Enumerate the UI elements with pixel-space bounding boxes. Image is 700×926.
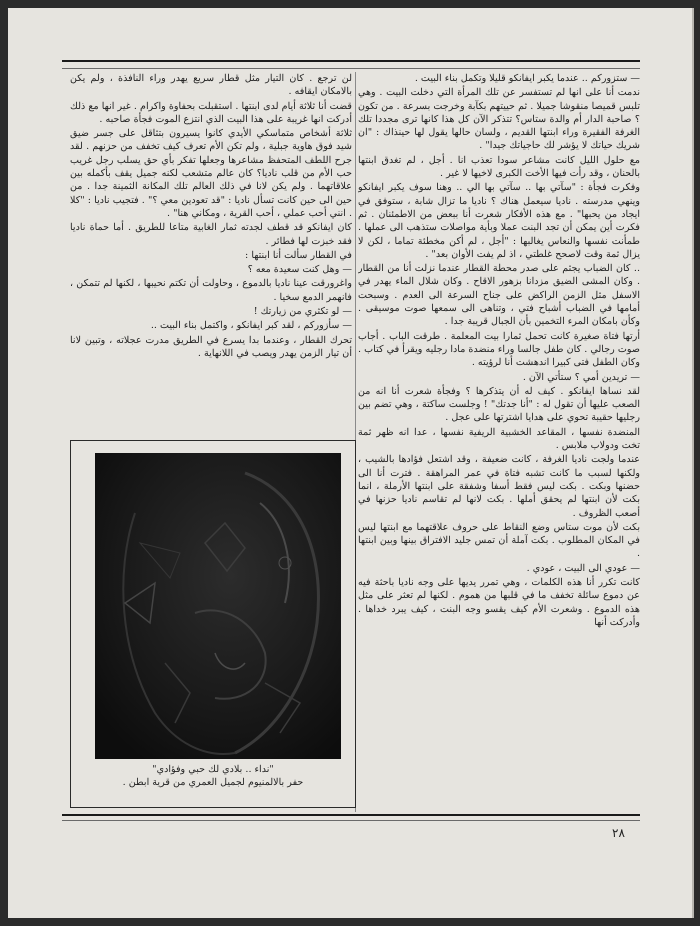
paragraph: ثلاثة أشخاص متماسكي الأيدي كانوا يسيرون بتثاقل على جسر ضيق شيد فوق هاوية جبلية ، ولم تكن الأم تعرف كيف تخفف من حزنهم . لقد جرح اللطف المتحفظ مشاعرها وجعلها تفكر بأي حق يسلب رجل غريب حب الأم من قلب ناديا؟ كان عالم متشعب لكنه جميل يقف بأكمله بين علاقاتهما . ولم يكن لانا في ذلك العالم تلك المكانة الثمينة جدا . من حين الى حين كانت تسأل ناديا : "قد تعودين معي ؟" . فتجيب ناديا : "كلا . انني أحب عملي ، أحب القرية ، ومكاني هنا" . (70, 128, 352, 219)
top-rule-thin (62, 68, 640, 69)
article-column-left (70, 72, 352, 444)
top-rule (62, 60, 640, 62)
paragraph: — وهل كنت سعيدة معه ؟ (247, 264, 352, 276)
paragraph: مع حلول الليل كانت مشاعر سودا تعذب انا . أجل ، لم تغدق ابنتها بالحنان ، وقد رأت فيها الأخت الكبرى لاخيها لا غير . (358, 154, 640, 180)
paragraph: وفكرت فجأة : "سآتي بها .. سآتي بها الي .. وهنا سوف يكبر ايفانكو وينهي مدرسته . ناديا سيعمل هناك ؟ ناديا ما تزال شابة ، ستوفق في ايجاد من يحبها" . مع هذه الأفكار شعرت أنا ببعض من الاطمئنان . ثم فكرت أين يمكن أن تجد البنت عملا وبأية مواصلات ستذهب الى عملها . طمأنت نفسها والنعاس يغالبها : "أجل ، لم أكن مخطئة تماما ، لكن لا يزال ثمة وقت لاصحح غلطتي ، اذ لم يفت الأوان بعد" . (358, 182, 640, 260)
paragraph: .. كان الضباب يجثم على صدر محطة القطار عندما نزلت أنا من القطار . وكان المشى الضيق مزدانا بزهور الاقاح . وكان شلال الماء يهدر في الاسفل مثل الزمن الراكض على جناح السرعة الى العدم . وسبحت أمامها في الضباب أشباح فتي ، وتناهى الى سمعها صوت موسيقى . وكأن بامكان المرء التخمين بأن الجبال قريبة جدا . (358, 263, 640, 328)
paragraph: كان ايفانكو قد قطف لجدته ثمار الغابية متاعا للطريق . أما حماة ناديا فقد خبزت لها فطائر . (70, 222, 352, 247)
caption-credit: حفر بالالمنيوم لجميل العمري من قرية ابطن . (122, 777, 304, 788)
paragraph: واغرورقت عينا ناديا بالدموع ، وحاولت أن تكتم نحيبها ، لكنها لم تتمكن ، فانهمر الدمع سخيا . (70, 278, 352, 303)
article-column-right (358, 72, 640, 812)
paragraph: قضت أنا ثلاثة أيام لدى ابنتها . استقبلت بحفاوة واكرام . غير انها مع ذلك أدركت انها غريبة على هذا البيت الذي انتزع الموت فجأة صاحبه . (70, 100, 352, 125)
article-text-right (358, 72, 640, 812)
magazine-page (8, 8, 694, 918)
paragraph: — سأزوركم ، لقد كبر ايفانكو ، واكتمل بناء البيت .. (150, 320, 352, 332)
bottom-rule (62, 814, 640, 816)
paragraph: لن ترجع . كان التيار مثل قطار سريع يهدر وراء النافذة ، ولم يكن بالامكان ايقافه . (70, 73, 352, 98)
caption-title: "نداء .. بلادي لك حبي وفؤادي" (152, 764, 274, 775)
paragraph: — تريدين أمي ؟ ستأتي الآن . (522, 371, 640, 383)
paragraph: — ستزوركم .. عندما يكبر ايفانكو قليلا وتكمل بناء البيت . (414, 73, 640, 84)
artwork-photo (95, 453, 341, 759)
paragraph: عندما ولجت ناديا الغرفة ، كانت ضعيفة ، وقد اشتعل فؤادها بالشيب ، ولكنها لسبب ما كانت تشبه فتاة في عمر المراهقة . فترت أنا الى حضنها وبكت . بكت ليس فقط أسفا وشفقة على ابنتها الأرملة ، انما بكت لأن ابنتها لم يحقق أملها . بكت لانها لم تقاسم ناديا حزنها في أصعب الظروف . (358, 454, 640, 519)
artwork-figure (70, 440, 356, 808)
paragraph: كانت تكرر أنا هذه الكلمات ، وهي تمرر يديها على وجه ناديا باحثة فيه عن دموع سائلة تخفف ما في قلبها من هموم . لكنها لم تعثر على مثل هذه الدموع . وشعرت الأم كيف يقسو وجه البنت ، كيف يبرد خداها . وأدركت أنها (358, 576, 640, 628)
paragraph: لقد نساها ايفانكو . كيف له أن يتذكرها ؟ وفجأة شعرت أنا انه من الصعب عليها أن تقول له : "أنا جدتك" ! وجلست ساكتة ، وهي تضم بين رجليها حقيبة تحوي على هدايا اشترتها على عجل . (358, 385, 640, 424)
page-number: ٢٨ (612, 826, 625, 840)
paragraph: تحرك القطار ، وعندما بدا يسرع في الطريق مدرت عجلاته ، وتبين لانا أن تيار الزمن يهدر ويصب في اللانهاية . (70, 334, 352, 359)
figure-caption (77, 763, 349, 789)
paragraph: في القطار سألت أنا ابنتها : (245, 249, 352, 261)
paragraph: — عودي الى البيت ، عودي . (526, 562, 640, 574)
paragraph: — لو تكثري من زيارتك ! (253, 306, 352, 318)
paragraph: المنضدة نفسها ، المقاعد الخشبية الريفية نفسها ، عدا انه ظهر ثمة تخت ودولاب ملابس . (358, 426, 640, 452)
paragraph: بكت لأن موت ستاس وضع النقاط على حروف علاقتهما مع ابنتها ليس في المكان المطلوب . بكت آملة أن تمس جليد الافتراق بينها وبين ابنتها . (358, 521, 640, 560)
engraving-illustration (95, 453, 341, 759)
paragraph: أرتها فتاة صغيرة كانت تحمل ثمارا بيت المعلمة . طرقت الباب . أجاب صوت رجالي . كان طفل جالسا وراء منضدة مادا رجليه ويقرأ في كتاب . وكان الطفل فتى كبيرا اندهشت أنا لرؤيته . (358, 330, 640, 369)
paragraph: ندمت أنا على انها لم تستفسر عن تلك المرأة التي دخلت البيت . وهي تلبس قميصا منقوشا جميلا . ثم حييتهم بكآبة وخرجت بسرعة . من تكون ؟ صاحبة الدار أم والدة ستاس؟ تتذكر الآن كل هذا كانها ترى مجددا تلك الغرفة الفقيرة وراء ابنتها القديم ، ولسان حالها يقول لها حينذاك : "ان شريك حياتك لا يؤشر لك حاجياتك جيدا" . (358, 87, 640, 152)
bottom-rule-thin (62, 820, 640, 821)
